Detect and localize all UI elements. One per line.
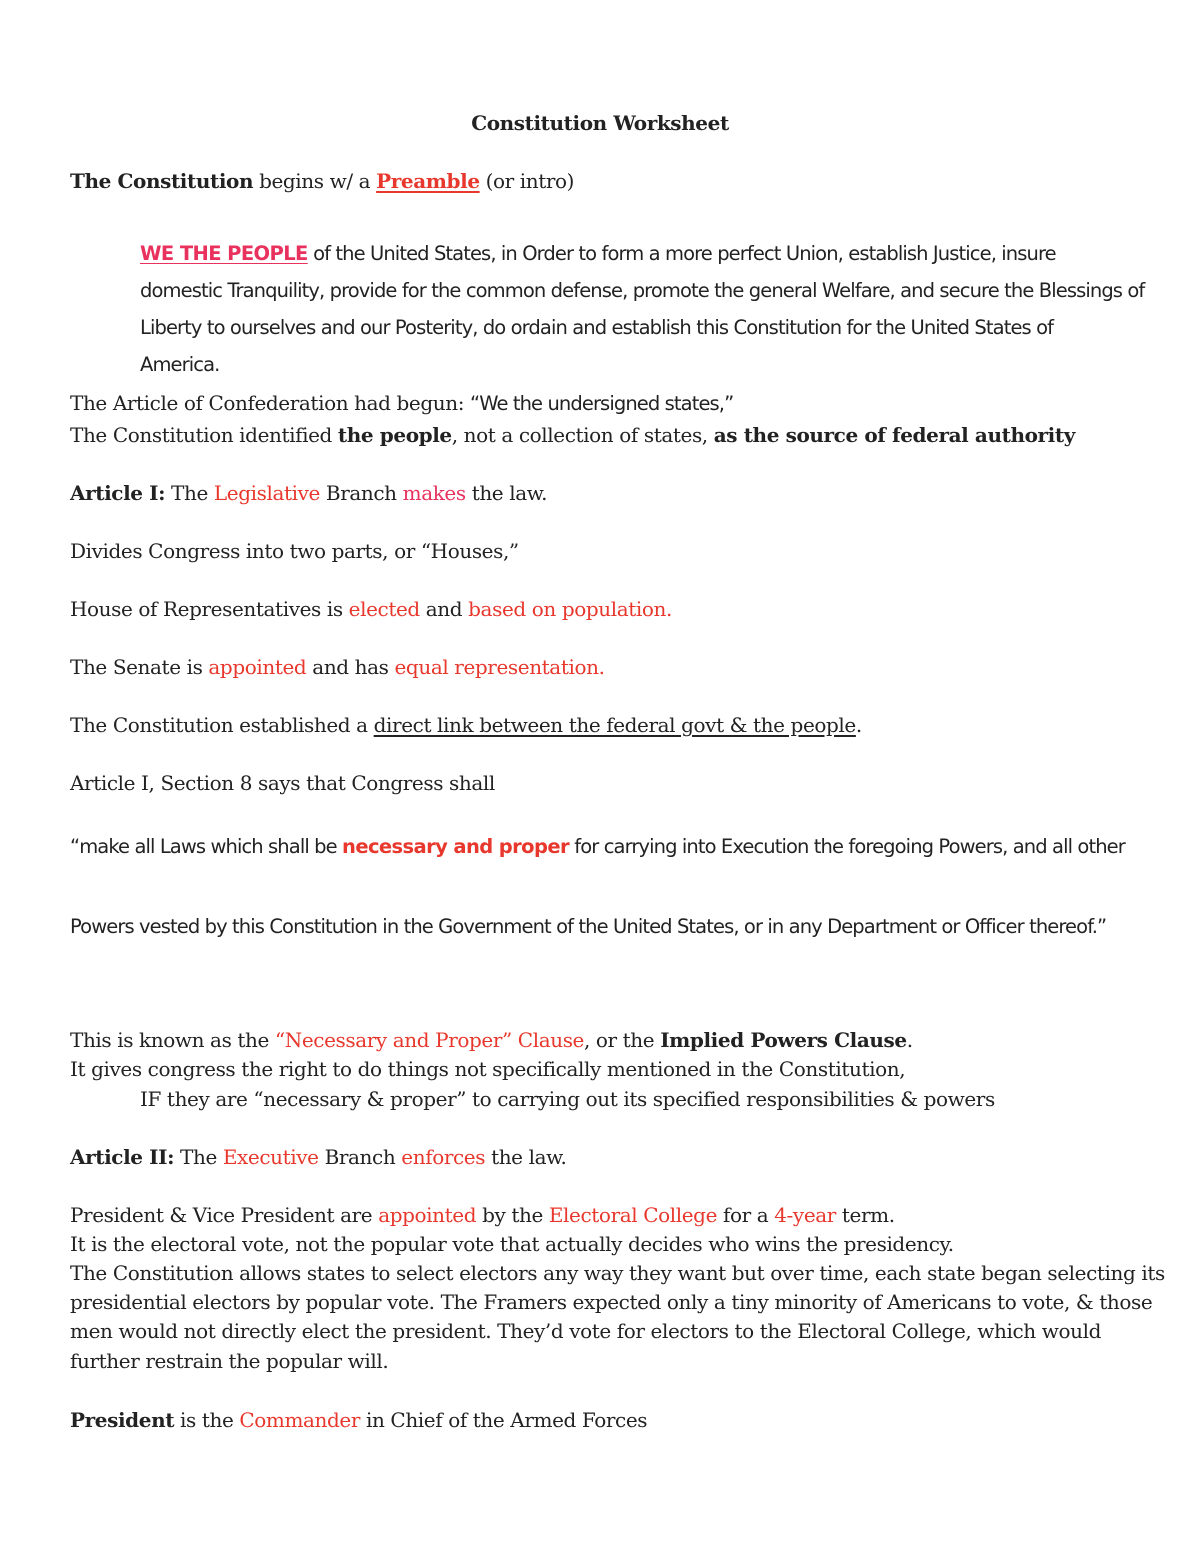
president-label: President: [70, 1408, 175, 1432]
confederation-line: [70, 390, 733, 417]
known-text: This is known as the: [70, 1028, 275, 1052]
known-as-line: [70, 1027, 913, 1053]
known-text-end: .: [906, 1028, 913, 1052]
commander-text-2: in Chief of the Armed Forces: [360, 1408, 648, 1432]
senate-text-2: and has: [306, 655, 395, 679]
preamble-line-4: America.: [140, 353, 220, 376]
confederation-text: The Article of Confederation had begun:: [70, 391, 471, 415]
confederation-quote: “We the undersigned states,”: [470, 392, 734, 415]
house-line: [70, 596, 672, 622]
article-1-text-3: the law.: [465, 481, 548, 505]
president-text-3: for a: [717, 1203, 775, 1227]
link-text-end: .: [855, 713, 862, 737]
appointed-term-2: appointed: [378, 1203, 477, 1227]
source-of-authority: as the source of federal authority: [713, 423, 1075, 447]
president-text-4: term.: [835, 1203, 895, 1227]
electoral-line: men would not directly elect the president. They’d vote for electors to the Electoral College, which would: [70, 1319, 1101, 1343]
electoral-line: presidential electors by popular vote. The Framers expected only a tiny minority of Americans to vote, & those: [70, 1290, 1153, 1314]
the-people: the people: [337, 423, 452, 447]
intro-text: begins w/ a: [253, 169, 377, 193]
legislative-term: Legislative: [213, 481, 320, 505]
article-2-text: The: [174, 1145, 223, 1169]
senate-text: The Senate is: [70, 655, 209, 679]
necessary-and-proper-term: necessary and proper: [342, 835, 569, 858]
preamble-keyword: Preamble: [376, 169, 480, 193]
article-1-text-2: Branch: [319, 481, 403, 505]
four-year-term: 4-year: [774, 1203, 836, 1227]
elected-term: elected: [348, 597, 420, 621]
clause-quote-line-2: Powers vested by this Constitution in the Government of the United States, or in any Department or Officer thereof.”: [70, 915, 1107, 938]
president-text-2: by the: [476, 1203, 549, 1227]
president-text: President & Vice President are: [70, 1203, 379, 1227]
makes-term: makes: [402, 481, 466, 505]
preamble-text-1: of the United States, in Order to form a more perfect Union, establish Justice, insure: [307, 242, 1056, 265]
house-text-2: and: [419, 597, 469, 621]
electoral-college-term: Electoral College: [548, 1203, 718, 1227]
preamble-line-3: Liberty to ourselves and our Posterity, do ordain and establish this Constitution for the United States of: [140, 316, 1054, 339]
intro-text-end: (or intro): [479, 169, 575, 193]
page-title: Constitution Worksheet: [471, 111, 729, 135]
article-2-text-2: Branch: [318, 1145, 402, 1169]
executive-term: Executive: [222, 1145, 319, 1169]
article-1-heading: [70, 480, 547, 506]
commander-term: Commander: [239, 1408, 361, 1432]
article-2-text-3: the law.: [485, 1145, 567, 1169]
equal-representation-term: equal representation.: [394, 655, 605, 679]
article-2-heading: [70, 1144, 566, 1170]
article-1-text: The: [165, 481, 214, 505]
electoral-line: further restrain the popular will.: [70, 1349, 389, 1373]
population-term: based on population.: [468, 597, 672, 621]
commander-line: [70, 1407, 647, 1433]
if-line: IF they are “necessary & proper” to carrying out its specified responsibilities & powers: [140, 1087, 995, 1111]
link-text: The Constitution established a: [70, 713, 374, 737]
article-1-label: Article I:: [70, 481, 166, 505]
direct-link-phrase: direct link between the federal govt & the people: [373, 713, 856, 737]
gives-line: It gives congress the right to do things not specifically mentioned in the Constitution,: [70, 1057, 906, 1081]
article-2-label: Article II:: [70, 1145, 175, 1169]
identified-line: [70, 422, 1075, 448]
house-text: House of Representatives is: [70, 597, 349, 621]
clause-quote-text: “make all Laws which shall be: [70, 835, 343, 858]
identified-text: The Constitution identified: [70, 423, 338, 447]
divides-line: Divides Congress into two parts, or “Houses,”: [70, 539, 519, 563]
enforces-term: enforces: [401, 1145, 486, 1169]
clause-quote-line-1: [70, 834, 1125, 860]
intro-line: [70, 168, 574, 194]
commander-text: is the: [174, 1408, 240, 1432]
necessary-proper-clause-term: “Necessary and Proper” Clause: [274, 1028, 584, 1052]
electoral-line: The Constitution allows states to select electors any way they want but over time, each state began selecting its: [70, 1261, 1165, 1285]
intro-subject: The Constitution: [70, 169, 254, 193]
clause-quote-text-2: for carrying into Execution the foregoing Powers, and all other: [568, 835, 1125, 858]
president-term-line: [70, 1202, 895, 1228]
implied-powers-term: Implied Powers Clause: [660, 1028, 907, 1052]
senate-line: [70, 654, 605, 680]
identified-text-2: , not a collection of states,: [451, 423, 714, 447]
appointed-term: appointed: [208, 655, 307, 679]
direct-link-line: [70, 712, 862, 738]
section-8-line: Article I, Section 8 says that Congress shall: [70, 771, 495, 795]
preamble-line-1: [140, 241, 1056, 267]
we-the-people: WE THE PEOPLE: [140, 242, 308, 265]
electoral-line: It is the electoral vote, not the popular vote that actually decides who wins the presidency.: [70, 1232, 954, 1256]
preamble-line-2: domestic Tranquility, provide for the common defense, promote the general Welfare, and secure the Blessings of: [140, 279, 1145, 302]
known-text-2: , or the: [584, 1028, 661, 1052]
